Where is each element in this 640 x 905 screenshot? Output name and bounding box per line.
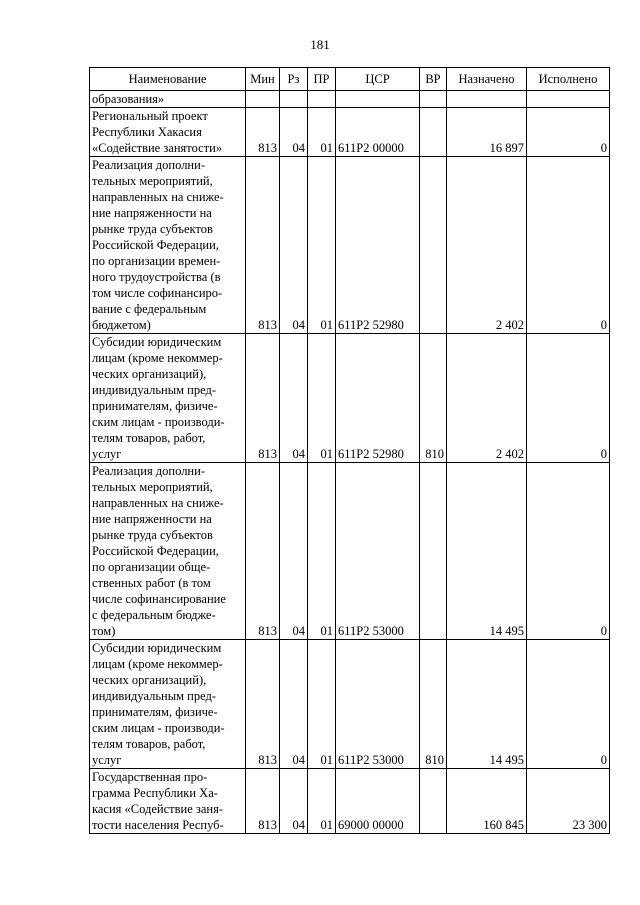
row-min: 813 [246, 463, 280, 640]
header-vr: ВР [420, 68, 447, 91]
row-name: Субсидии юридическим лицам (кроме некоммер- ческих организаций), индивидуальным пред- принимателям, физиче- ским лицам - производи- телям товаров, работ, услуг [90, 640, 246, 769]
row-name: образования» [90, 91, 246, 108]
row-rz: 04 [280, 157, 308, 334]
row-vr [420, 91, 447, 108]
row-csr: 611P2 53000 [336, 463, 420, 640]
row-csr: 611P2 52980 [336, 157, 420, 334]
table-row [90, 108, 610, 157]
row-pr: 01 [308, 463, 336, 640]
table-row [90, 640, 610, 769]
row-csr: 611P2 00000 [336, 108, 420, 157]
header-name: Наименование [90, 68, 246, 91]
row-assigned: 2 402 [447, 334, 527, 463]
table-row [90, 157, 610, 334]
row-rz: 04 [280, 769, 308, 834]
row-executed: 0 [527, 157, 610, 334]
row-min: 813 [246, 769, 280, 834]
table-row [90, 463, 610, 640]
row-min: 813 [246, 108, 280, 157]
row-executed: 0 [527, 640, 610, 769]
row-executed: 0 [527, 334, 610, 463]
row-csr [336, 91, 420, 108]
row-vr [420, 463, 447, 640]
row-pr: 01 [308, 769, 336, 834]
row-csr: 69000 00000 [336, 769, 420, 834]
row-pr: 01 [308, 334, 336, 463]
row-assigned: 14 495 [447, 463, 527, 640]
row-min: 813 [246, 640, 280, 769]
row-rz: 04 [280, 640, 308, 769]
row-executed: 0 [527, 108, 610, 157]
row-rz: 04 [280, 334, 308, 463]
page-number: 181 [310, 37, 330, 52]
row-vr: 810 [420, 334, 447, 463]
row-assigned: 16 897 [447, 108, 527, 157]
row-name: Реализация дополни- тельных мероприятий, направленных на сниже- ние напряженности на рынке труда субъектов Российской Федерации, по организации времен- ного трудоустройства (в том числе софинансиро- вание с федеральным бюджетом) [90, 157, 246, 334]
row-min: 813 [246, 157, 280, 334]
row-csr: 611P2 53000 [336, 640, 420, 769]
header-executed: Исполнено [527, 68, 610, 91]
table-row [90, 91, 610, 108]
row-name: Субсидии юридическим лицам (кроме некоммер- ческих организаций), индивидуальным пред- принимателям, физиче- ским лицам - производи- телям товаров, работ, услуг [90, 334, 246, 463]
row-rz: 04 [280, 463, 308, 640]
row-csr: 611P2 52980 [336, 334, 420, 463]
row-vr [420, 108, 447, 157]
row-name: Реализация дополни- тельных мероприятий, направленных на сниже- ние напряженности на рынке труда субъектов Российской Федерации, по организации обще- ственных работ (в том числе софинансирование с федеральным бюдже- том) [90, 463, 246, 640]
header-assigned: Назначено [447, 68, 527, 91]
row-pr: 01 [308, 108, 336, 157]
header-rz: Рз [280, 68, 308, 91]
row-assigned: 2 402 [447, 157, 527, 334]
row-assigned [447, 91, 527, 108]
header-csr: ЦСР [336, 68, 420, 91]
row-rz: 04 [280, 108, 308, 157]
row-executed: 23 300 [527, 769, 610, 834]
row-executed: 0 [527, 463, 610, 640]
row-vr [420, 769, 447, 834]
row-assigned: 14 495 [447, 640, 527, 769]
header-row [90, 68, 610, 91]
table-row [90, 769, 610, 834]
row-name: Региональный проект Республики Хакасия «Содействие занятости» [90, 108, 246, 157]
header-min: Мин [246, 68, 280, 91]
table-row [90, 334, 610, 463]
row-min: 813 [246, 334, 280, 463]
row-executed [527, 91, 610, 108]
row-min [246, 91, 280, 108]
row-pr: 01 [308, 640, 336, 769]
row-vr [420, 157, 447, 334]
row-pr: 01 [308, 157, 336, 334]
row-rz [280, 91, 308, 108]
row-name: Государственная про- грамма Республики Ха- касия «Содействие заня- тости населения Респуб- [90, 769, 246, 834]
row-vr: 810 [420, 640, 447, 769]
header-pr: ПР [308, 68, 336, 91]
row-assigned: 160 845 [447, 769, 527, 834]
row-pr [308, 91, 336, 108]
budget-table [89, 67, 610, 834]
